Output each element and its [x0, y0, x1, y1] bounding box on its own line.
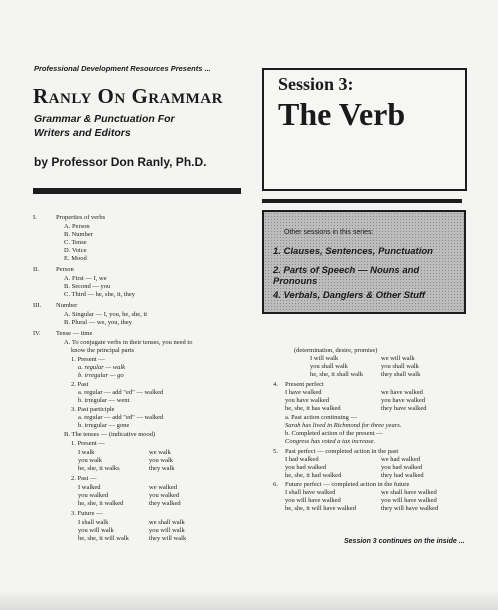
- conj-cell: you walked: [149, 492, 180, 499]
- outline-item: A. To conjugate verbs in their tenses, you need to: [64, 339, 193, 346]
- outline-item: 1. Present —: [71, 440, 105, 447]
- outline-heading: Tense — time: [56, 330, 93, 337]
- conj-cell: he, she, it walked: [78, 500, 124, 507]
- conj-cell: you will walk: [78, 527, 114, 534]
- book-title: Ranly On Grammar: [33, 84, 223, 108]
- conj-cell: you walked: [78, 492, 109, 499]
- conj-cell: I have walked: [285, 389, 322, 396]
- conj-cell: we shall have walked: [381, 489, 437, 496]
- outline-item: a. regular — walk: [78, 364, 126, 371]
- conj-cell: we will walk: [381, 355, 415, 362]
- outline-item: 3. Past participle: [71, 406, 115, 413]
- outline-item: D. Voice: [64, 247, 87, 254]
- outline-item: b. Completed action of the present —: [285, 430, 383, 437]
- outline-item: a. regular — add "ed" — walked: [78, 389, 164, 396]
- outline-numeral: 4.: [273, 381, 278, 388]
- subtitle-line-2: Writers and Editors: [34, 127, 131, 139]
- outline-item: know the principal parts: [71, 347, 134, 354]
- conj-cell: I shall have walked: [285, 489, 336, 496]
- outline-heading: Future perfect — completed action in the future: [285, 481, 410, 488]
- presenter-line: Professional Development Resources Presents ...: [34, 64, 211, 73]
- conj-cell: you shall walk: [310, 363, 348, 370]
- conj-cell: I walk: [78, 449, 95, 456]
- outline-item: 2. Past —: [71, 475, 97, 482]
- outline-heading: Present perfect: [285, 381, 324, 388]
- outline-item: a. Past action continuing —: [285, 414, 358, 421]
- conj-cell: I will walk: [310, 355, 339, 362]
- outline-item: A. Person: [64, 223, 90, 230]
- conj-cell: he, she, it had walked: [285, 472, 342, 479]
- outline-numeral: 5.: [273, 448, 278, 455]
- session-title: The Verb: [278, 96, 406, 132]
- other-session-item: 1. Clauses, Sentences, Punctuation: [273, 246, 433, 257]
- other-session-item: 2. Parts of Speech — Nouns and Pronouns: [273, 265, 420, 287]
- conj-cell: he, she, it shall walk: [310, 371, 364, 378]
- outline-heading: Properties of verbs: [56, 214, 106, 221]
- outline-item: b. irregular — went: [78, 397, 130, 404]
- outline-item: 3. Future —: [71, 510, 103, 517]
- conj-cell: we have walked: [381, 389, 423, 396]
- outline-numeral: III.: [33, 302, 42, 309]
- outline-item: B. Second — you: [64, 283, 111, 290]
- outline-item: a. regular — add "ed" — walked: [78, 414, 164, 421]
- divider-rule: [33, 188, 241, 194]
- outline-item: E. Mood: [64, 255, 87, 262]
- conj-cell: they shall walk: [381, 371, 421, 378]
- conj-cell: I had walked: [285, 456, 319, 463]
- conj-cell: you have walked: [381, 397, 426, 404]
- conj-cell: you walk: [78, 457, 103, 464]
- outline-item: B. Plural — we, you, they: [64, 319, 132, 326]
- conj-cell: I walked: [78, 484, 101, 491]
- author-line: by Professor Don Ranly, Ph.D.: [34, 155, 207, 169]
- outline-numeral: I.: [33, 214, 37, 221]
- conj-cell: I shall walk: [78, 519, 109, 526]
- conj-cell: you had walked: [381, 464, 423, 471]
- conj-cell: we walked: [149, 484, 177, 491]
- conj-cell: we walk: [149, 449, 171, 456]
- outline-numeral: IV.: [33, 330, 41, 337]
- divider-rule: [262, 199, 462, 203]
- outline-item: C. Third — he, she, it, they: [64, 291, 136, 298]
- other-session-item: 4. Verbals, Danglers & Other Stuff: [273, 290, 426, 301]
- outline-item: A. Singular — I, you, he, she, it: [64, 311, 148, 318]
- conj-cell: they had walked: [381, 472, 424, 479]
- conj-cell: you had walked: [285, 464, 327, 471]
- outline-item: b. irregular — go: [78, 372, 124, 379]
- book-subtitle: [34, 112, 175, 140]
- example-sentence: Congress has voted a tax increase.: [285, 438, 376, 445]
- session-number: Session 3:: [278, 74, 354, 94]
- outline-numeral: II.: [33, 266, 39, 273]
- outline-item: B. The tenses — (indicative mood): [64, 431, 156, 438]
- conj-cell: you walk: [149, 457, 174, 464]
- conj-cell: you will walk: [149, 527, 185, 534]
- outline-heading: Past perfect — completed action in the past: [285, 448, 399, 455]
- outline-item: 1. Present —: [71, 356, 105, 363]
- conj-cell: you shall walk: [381, 363, 419, 370]
- conj-cell: we had walked: [381, 456, 420, 463]
- conj-cell: you have walked: [285, 397, 330, 404]
- conj-cell: you will have walked: [381, 497, 437, 504]
- outline-item: A. First — I, we: [64, 275, 107, 282]
- conj-cell: we shall walk: [149, 519, 185, 526]
- outline-item: b. irregular — gone: [78, 422, 130, 429]
- other-sessions-heading: Other sessions in this series:: [284, 229, 374, 236]
- subtitle-line-1: Grammar & Punctuation For: [34, 113, 175, 125]
- outline-heading: Person: [56, 266, 74, 273]
- continuation-note: Session 3 continues on the inside ...: [344, 538, 465, 545]
- outline-numeral: 6.: [273, 481, 278, 488]
- conj-cell: he, she, it will have walked: [285, 505, 356, 512]
- outline-item: C. Tense: [64, 239, 87, 246]
- example-sentence: Sarah has lived in Richmond for three years.: [285, 422, 402, 429]
- page-edge-shadow: [0, 590, 498, 610]
- outline-heading: Number: [56, 302, 78, 309]
- outline-item: 2. Past: [71, 381, 89, 388]
- outline-item: B. Number: [64, 231, 93, 238]
- conj-cell: he, she, it walks: [78, 465, 120, 472]
- conj-cell: they will have walked: [381, 505, 439, 512]
- conj-cell: he, she, it has walked: [285, 405, 341, 412]
- conj-cell: they will walk: [149, 535, 187, 542]
- outline-note: (determination, desire, promise): [294, 347, 378, 354]
- conj-cell: they walked: [149, 500, 181, 507]
- conj-cell: you will have walked: [285, 497, 341, 504]
- conj-cell: he, she, it will walk: [78, 535, 129, 542]
- conj-cell: they walk: [149, 465, 175, 472]
- conj-cell: they have walked: [381, 405, 427, 412]
